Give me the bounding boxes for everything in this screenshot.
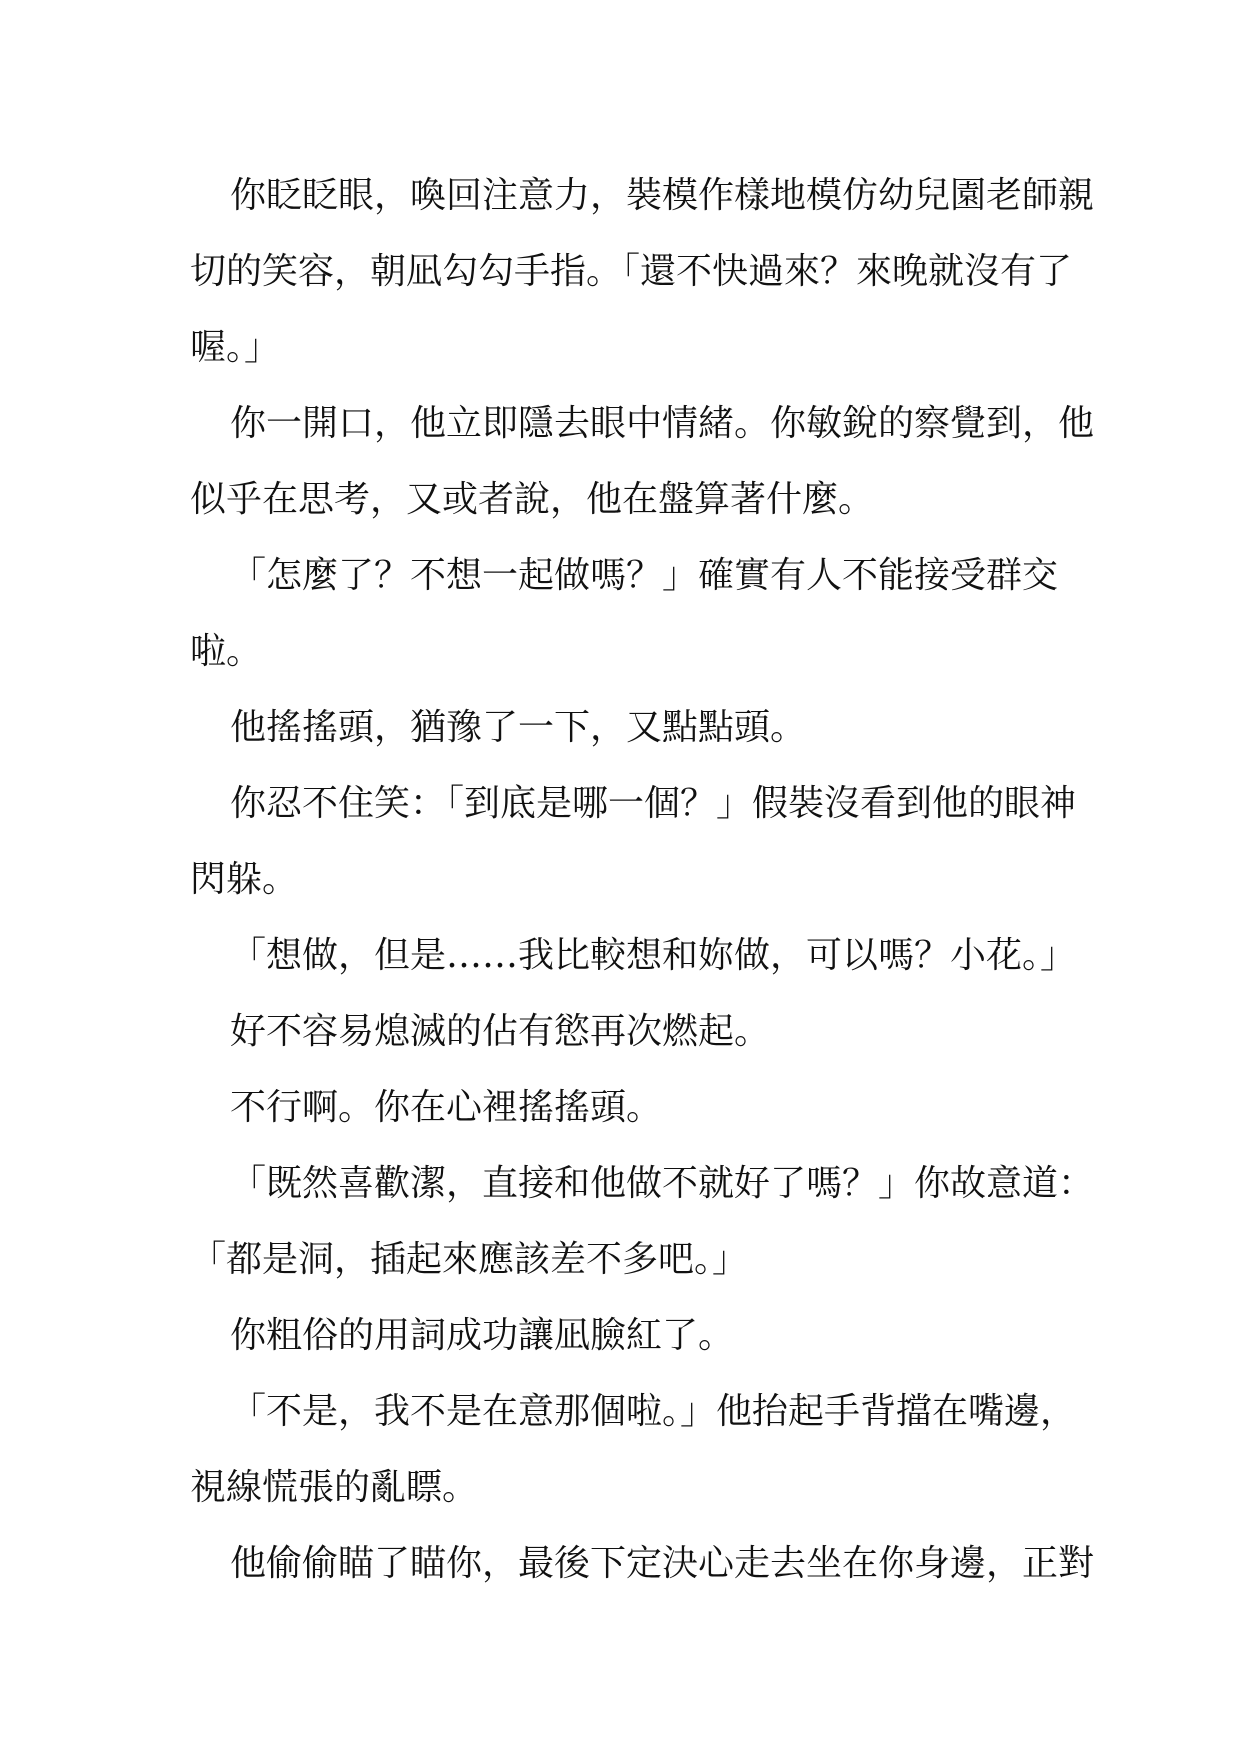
text-line: 好不容易熄滅的佔有慾再次燃起。 — [230, 1011, 771, 1052]
text-line: 「不是，我不是在意那個啦。」他抬起手背擋在嘴邊， — [230, 1391, 1077, 1432]
text-line: 切的笑容，朝凪勾勾手指。「還不快過來？來晚就沒有了 — [190, 251, 1073, 292]
text-line: 視線慌張的亂瞟。 — [190, 1467, 479, 1508]
text-line: 他搖搖頭，猶豫了一下，又點點頭。 — [230, 707, 807, 748]
text-line: 「想做，但是……我比較想和妳做，可以嗎？小花。」 — [230, 935, 1077, 976]
text-line: 你忍不住笑：「到底是哪一個？」假裝沒看到他的眼神 — [230, 783, 1077, 824]
text-line: 「怎麼了？不想一起做嗎？」確實有人不能接受群交 — [230, 555, 1059, 596]
text-line: 啦。 — [190, 631, 263, 672]
body-text — [190, 158, 1095, 1602]
text-line: 你粗俗的用詞成功讓凪臉紅了。 — [230, 1315, 735, 1356]
text-line: 他偷偷瞄了瞄你，最後下定決心走去坐在你身邊，正對 — [230, 1543, 1095, 1584]
text-line: 不行啊。你在心裡搖搖頭。 — [230, 1087, 663, 1128]
text-line: 似乎在思考，又或者說，他在盤算著什麼。 — [190, 479, 875, 520]
text-line: 「都是洞，插起來應該差不多吧。」 — [190, 1239, 749, 1280]
text-line: 閃躲。 — [190, 859, 299, 900]
text-line: 喔。」 — [190, 327, 281, 368]
text-line: 你一開口，他立即隱去眼中情緒。你敏銳的察覺到，他 — [230, 403, 1095, 444]
text-line: 你眨眨眼，喚回注意力，裝模作樣地模仿幼兒園老師親 — [230, 175, 1095, 216]
text-line: 「既然喜歡潔，直接和他做不就好了嗎？」你故意道： — [230, 1163, 1095, 1204]
